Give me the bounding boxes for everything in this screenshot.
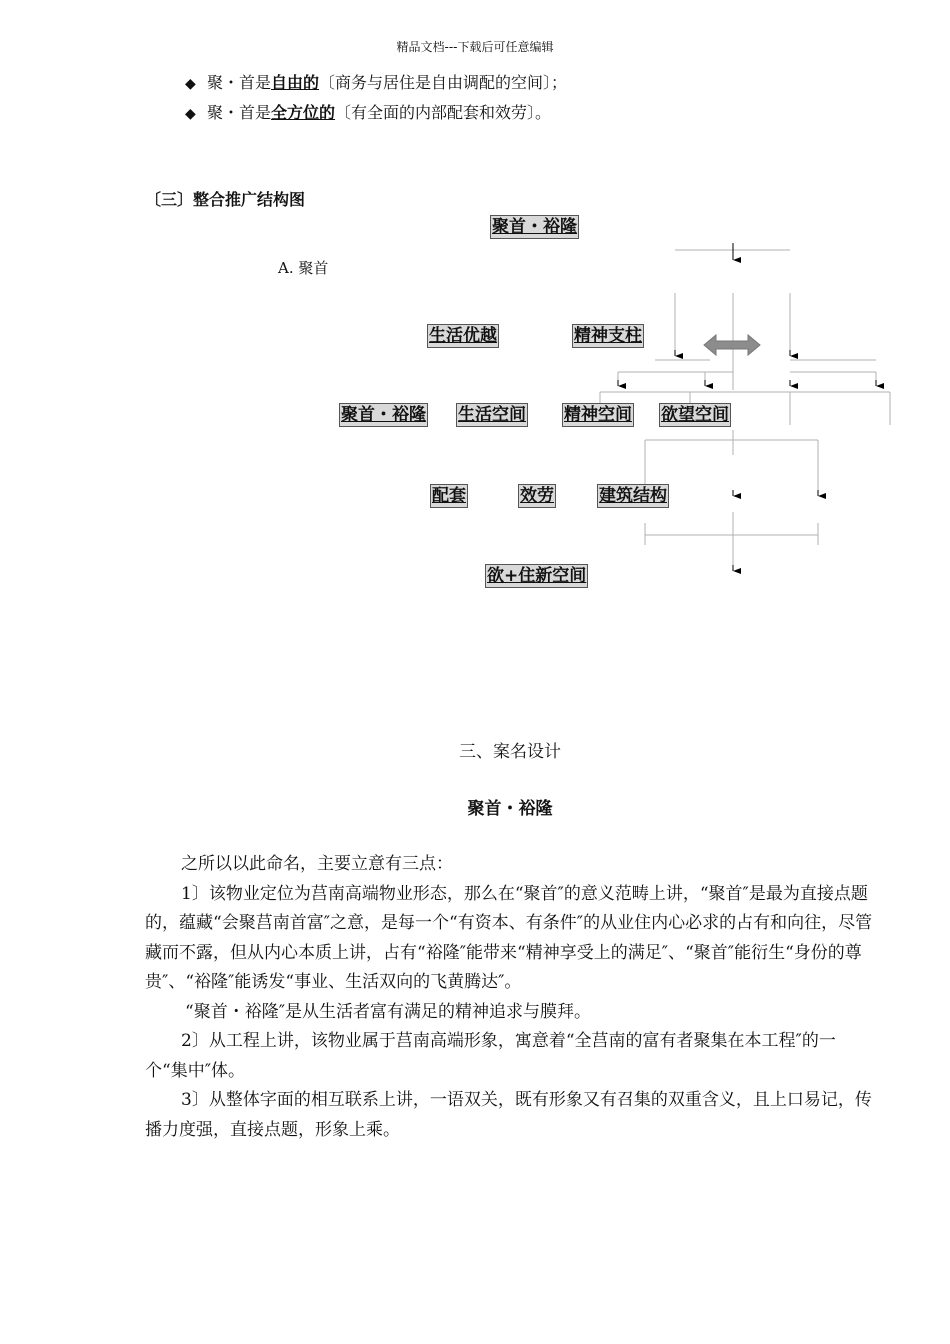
chapter-title: 三、案名设计 bbox=[459, 742, 561, 762]
node-life-superior: 生活优越 bbox=[429, 326, 497, 346]
bullet-rest: 〔商务与居住是自由调配的空间〕； bbox=[319, 73, 568, 92]
node-service: 效劳 bbox=[520, 486, 554, 506]
page-header: 精品文档---下载后可任意编辑 bbox=[396, 40, 554, 54]
point-1-paragraph: 1〕该物业定位为莒南高端物业形态，那么在“聚首″的意义范畴上讲，“聚首″是最为直接点题的，蕴藏“会聚莒南首富″之意，是每一个“有资本、有条件″的从业住内心必求的占有和向往，尽管藏而不露，但从内心本质上讲，占有“裕隆″能带来“精神享受上的满足″、“聚首″能衍生“身份的尊贵″、“裕隆″能诱发“事业、生活双向的飞黄腾达″。 bbox=[145, 883, 873, 992]
bullet-rest: 〔有全面的内部配套和效劳〕。 bbox=[335, 103, 552, 122]
bullet-prefix: 聚・首是 bbox=[207, 103, 272, 122]
diamond-icon: ◆ bbox=[185, 76, 196, 92]
diagram-top-node: 聚首・裕隆 bbox=[492, 217, 577, 237]
diamond-icon: ◆ bbox=[185, 106, 196, 122]
body-text bbox=[145, 850, 875, 1145]
diagram-sub-label: A. 聚首 bbox=[278, 259, 329, 277]
point-3-paragraph: 3〕从整体字面的相互联系上讲，一语双关，既有形象又有召集的双重含义，且上口易记，传播力度强，直接点题，形象上乘。 bbox=[145, 1090, 872, 1140]
bullet-prefix: 聚・首是 bbox=[207, 73, 272, 92]
node-spiritual-pillar: 精神支柱 bbox=[574, 326, 642, 346]
point-2-paragraph: 2〕从工程上讲，该物业属于莒南高端形象，寓意着“全莒南的富有者聚集在本工程″的一个“集中″体。 bbox=[145, 1031, 836, 1081]
node-spiritual-space: 精神空间 bbox=[564, 405, 632, 425]
name-title: 聚首・裕隆 bbox=[467, 799, 553, 819]
node-new-space: 欲+住新空间 bbox=[487, 566, 587, 586]
section-title: 〔三〕整合推广结构图 bbox=[145, 190, 306, 209]
node-architecture: 建筑结构 bbox=[599, 486, 667, 506]
bullet-highlight: 自由的 bbox=[271, 73, 320, 92]
node-desire-space: 欲望空间 bbox=[661, 405, 729, 425]
node-juyu-name: 聚首・裕隆 bbox=[341, 405, 426, 425]
node-living-space: 生活空间 bbox=[458, 405, 526, 425]
quote-paragraph: “聚首・裕隆″是从生活者富有满足的精神追求与膜拜。 bbox=[185, 1001, 592, 1022]
intro-paragraph: 之所以以此命名，主要立意有三点： bbox=[181, 854, 453, 874]
double-arrow-icon bbox=[704, 335, 760, 355]
node-facilities: 配套 bbox=[432, 486, 466, 506]
bullet-highlight: 全方位的 bbox=[271, 103, 336, 122]
